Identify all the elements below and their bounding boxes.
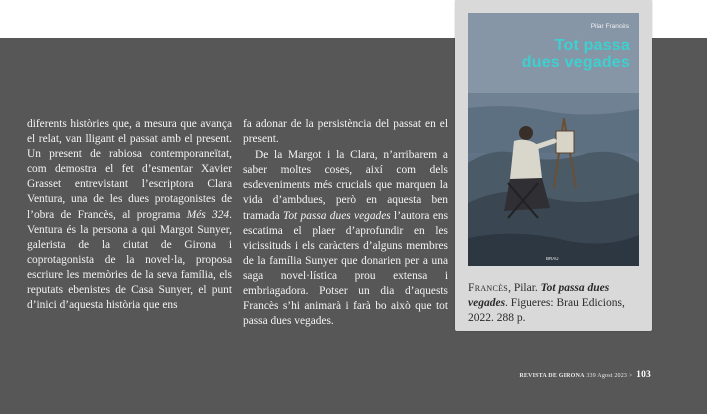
- book-title-inline: Tot passa dues vegades: [283, 209, 391, 222]
- article-column-2: [243, 117, 448, 329]
- paragraph-text: . Ventura és la persona a qui Margot Sunyer, galerista de la ciutat de Girona i coprotagonista de la novel·la, proposa escriure les memòries de la seva família, els reputats ebenistes de Casa Sunyer, el punt d’inici d’aquesta història que ens: [27, 208, 232, 312]
- cover-title-line: dues vegades: [521, 54, 630, 71]
- cover-title-line: Tot passa: [554, 37, 630, 54]
- issue-info: 339 Agost 2023: [586, 373, 628, 379]
- article-paragraph: [243, 148, 448, 329]
- publication-name: REVISTA DE GIRONA: [519, 373, 585, 379]
- caption-author-name: , Pilar.: [508, 282, 541, 294]
- cover-author: Pilar Francès: [590, 23, 629, 30]
- caption-author-surname: Francès: [468, 282, 509, 294]
- caption-publication-info: . Figueres: Brau Edicions, 2022. 288 p.: [468, 297, 625, 324]
- page-footer: [519, 370, 651, 380]
- article-paragraph: [27, 117, 232, 313]
- program-title: Més 324: [186, 208, 230, 221]
- cover-title: [522, 37, 630, 71]
- footer-separator: >: [628, 373, 633, 379]
- article-column-1: [27, 117, 232, 313]
- paragraph-text: l’autora ens escatima el plaer d’aprofundir en les vicissituds i els caràcters d’alguns membres de la família Sunyer que donarien per a una saga novel·lística prou extensa i embriagadora. Potser un dia d’aquests Francès s’hi animarà i farà bo això que tot passa dues vegades.: [243, 209, 448, 328]
- page-number: 103: [636, 370, 651, 380]
- book-caption: [468, 281, 644, 326]
- paragraph-text: diferents històries que, a mesura que avança el relat, van lligant el passat amb el present. Un present de rabiosa contemporaneïtat, com demostra el fet d’esmentar Xavier Grasset entrevistant l’escriptora Clara Ventura, una de les dues protagonistes de l’obra de Francès, al programa: [27, 118, 232, 221]
- article-paragraph: fa adonar de la persistència del passat en el present.: [243, 118, 448, 146]
- book-info-card: [455, 0, 652, 331]
- caption-title: Tot passa dues vegades: [468, 282, 610, 309]
- paragraph-text: De la Margot i la Clara, n’arribarem a saber moltes coses, així com dels esdeveniments més crucials que marquen la vida d’ambdues, però en aquesta ben tramada: [243, 149, 448, 222]
- book-cover: [468, 13, 639, 266]
- cover-publisher-logo: BRAU: [546, 256, 559, 261]
